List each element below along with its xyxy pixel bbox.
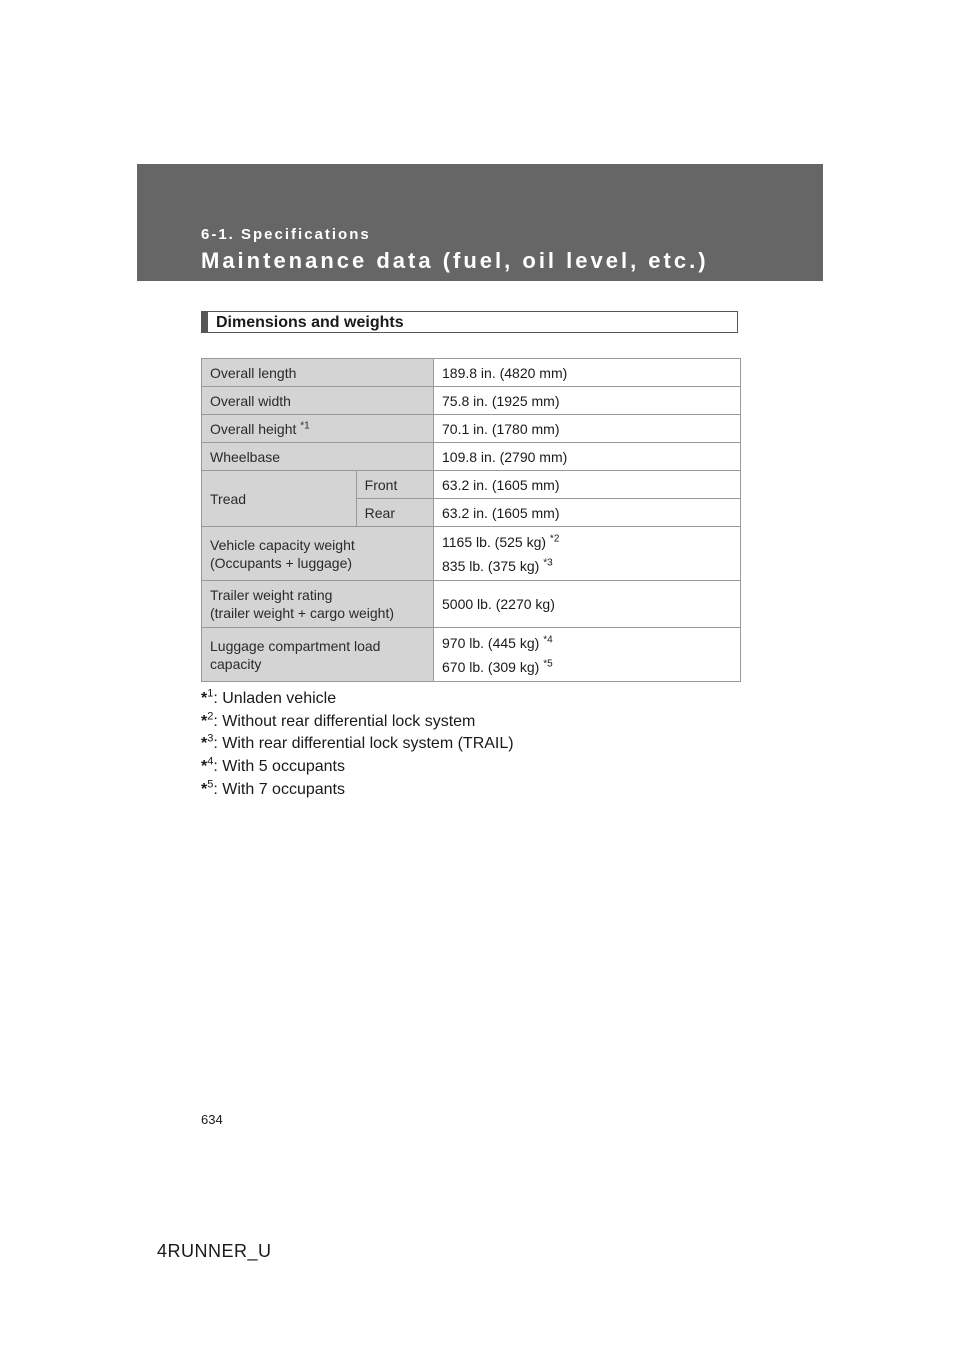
footnote-item bbox=[201, 779, 514, 802]
footnote-ref: *4 bbox=[543, 633, 553, 645]
table-row bbox=[202, 387, 741, 415]
row-label-line: capacity bbox=[210, 655, 262, 672]
row-value: 670 lb. (309 kg) bbox=[442, 658, 540, 675]
row-label-line: Trailer weight rating bbox=[210, 587, 333, 603]
footnote-marker: * bbox=[201, 712, 208, 730]
value-line bbox=[442, 658, 732, 676]
footnote-item bbox=[201, 756, 514, 779]
value-line bbox=[442, 634, 732, 652]
row-value: 63.2 in. (1605 mm) bbox=[434, 499, 741, 527]
footnote-item bbox=[201, 711, 514, 734]
footnote-item bbox=[201, 733, 514, 756]
row-value: 5000 lb. (2270 kg) bbox=[434, 581, 741, 628]
row-value: 189.8 in. (4820 mm) bbox=[434, 359, 741, 387]
section-label: 6-1. Specifications bbox=[201, 226, 371, 243]
footnote-ref: *2 bbox=[549, 532, 560, 544]
row-label-line: Luggage compartment load bbox=[210, 637, 381, 654]
footnote-number: 2 bbox=[207, 710, 214, 723]
row-label: Overall height bbox=[210, 420, 297, 437]
footnote-marker: * bbox=[201, 780, 208, 798]
table-row bbox=[202, 581, 741, 628]
row-value-cell bbox=[434, 527, 741, 581]
row-label: Overall width bbox=[202, 387, 434, 415]
footnote-item bbox=[201, 688, 514, 711]
footnote-marker: * bbox=[201, 735, 208, 753]
footnote-ref: *1 bbox=[300, 419, 310, 431]
document-code: 4RUNNER_U bbox=[157, 1241, 272, 1261]
row-value: 70.1 in. (1780 mm) bbox=[434, 415, 741, 443]
table-row bbox=[202, 415, 741, 443]
row-label-line: Vehicle capacity weight bbox=[210, 536, 355, 553]
footnote-text: : With 5 occupants bbox=[213, 758, 345, 776]
page-number: 634 bbox=[201, 1112, 223, 1127]
row-value-cell bbox=[434, 628, 741, 682]
footnotes bbox=[201, 688, 514, 802]
footnote-marker: * bbox=[201, 690, 208, 707]
row-label: Tread bbox=[202, 471, 357, 527]
table-row bbox=[202, 471, 741, 499]
row-value: 63.2 in. (1605 mm) bbox=[434, 471, 741, 499]
value-line bbox=[442, 533, 732, 551]
footnote-text: : With rear differential lock system (TRAIL) bbox=[213, 735, 514, 753]
table-row bbox=[202, 359, 741, 387]
row-label-cell bbox=[202, 581, 434, 628]
table-row bbox=[202, 527, 741, 581]
footnote-text: : Unladen vehicle bbox=[213, 690, 337, 707]
value-line bbox=[442, 557, 732, 575]
dimensions-table bbox=[201, 358, 741, 682]
footnote-number: 5 bbox=[207, 778, 214, 791]
footnote-number: 4 bbox=[207, 755, 214, 768]
footnote-ref: *3 bbox=[543, 556, 553, 568]
row-value: 109.8 in. (2790 mm) bbox=[434, 443, 741, 471]
header-band bbox=[137, 164, 823, 281]
footnote-text: : With 7 occupants bbox=[213, 780, 345, 798]
row-label-cell bbox=[202, 527, 434, 581]
footnote-number: 1 bbox=[207, 687, 214, 700]
sub-label: Front bbox=[356, 471, 433, 499]
row-value: 835 lb. (375 kg) bbox=[442, 557, 540, 574]
footnote-number: 3 bbox=[207, 733, 214, 746]
table-row bbox=[202, 628, 741, 682]
footnote-ref: *5 bbox=[543, 657, 553, 669]
row-value: 1165 lb. (525 kg) bbox=[442, 533, 547, 550]
sub-label: Rear bbox=[356, 499, 433, 527]
subsection-heading bbox=[201, 311, 738, 333]
table-row bbox=[202, 443, 741, 471]
row-label-cell bbox=[202, 415, 434, 443]
row-value: 970 lb. (445 kg) bbox=[442, 634, 540, 651]
footnote-text: : Without rear differential lock system bbox=[213, 712, 476, 730]
row-value: 75.8 in. (1925 mm) bbox=[434, 387, 741, 415]
row-label-line: (Occupants + luggage) bbox=[210, 554, 353, 571]
footnote-marker: * bbox=[201, 758, 208, 776]
row-label: Overall length bbox=[202, 359, 434, 387]
row-label-cell bbox=[202, 628, 434, 682]
page-title: Maintenance data (fuel, oil level, etc.) bbox=[201, 248, 709, 273]
row-label: Wheelbase bbox=[202, 443, 434, 471]
subsection-title: Dimensions and weights bbox=[216, 314, 404, 331]
row-label-line: (trailer weight + cargo weight) bbox=[210, 605, 395, 621]
